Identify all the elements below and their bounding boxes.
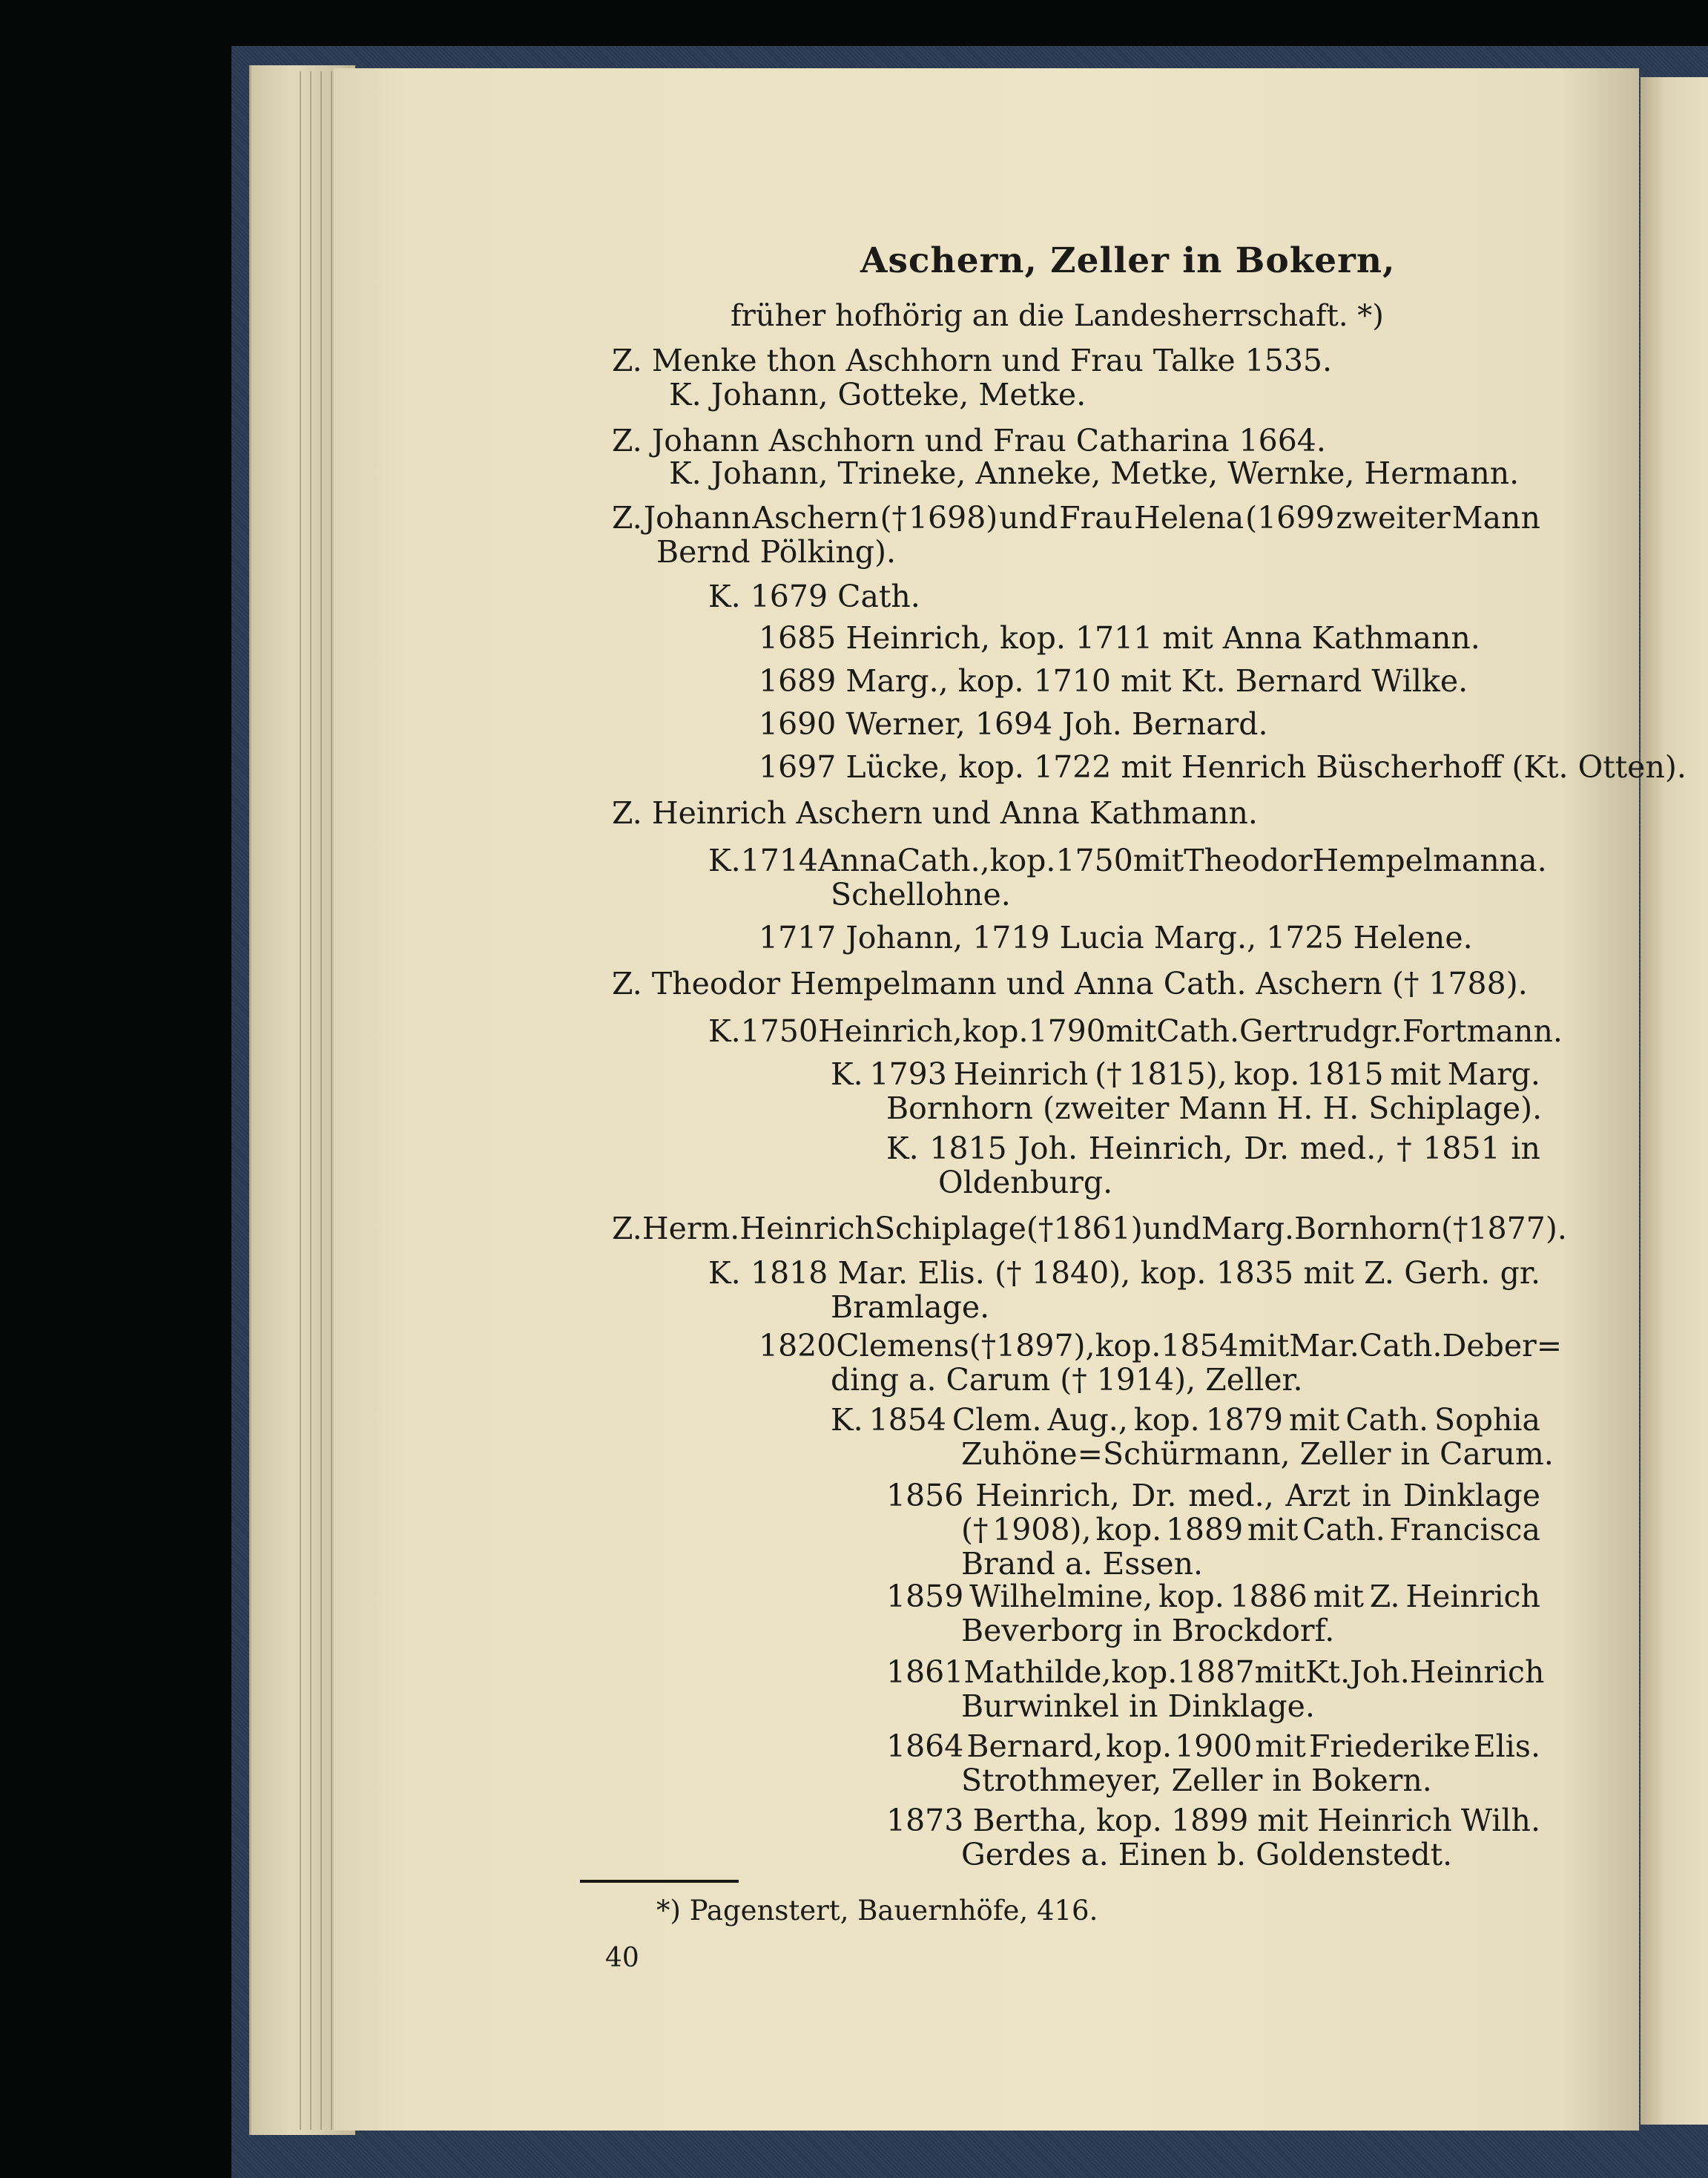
entry-word: mit (1105, 1013, 1157, 1049)
entry-line: Z. Heinrich Aschern und Anna Kathmann. (612, 795, 1258, 831)
entry-word: K. (708, 1255, 741, 1291)
entry-word: 1815), (1128, 1056, 1227, 1092)
entry-word: K. (831, 1402, 863, 1438)
entry-word: Mann (1451, 500, 1540, 536)
entry-word: (1699 (1245, 500, 1335, 536)
entry-line (612, 1211, 1567, 1246)
entry-word: mit (1288, 1402, 1340, 1438)
entry-word: Frau (1059, 500, 1133, 536)
entry-line (831, 1056, 1540, 1092)
entry-word: († (995, 1255, 1022, 1291)
entry-word: Cath. (1359, 1328, 1442, 1363)
entry-word: Dr. (1244, 1131, 1290, 1166)
entry-word: in (1362, 1478, 1391, 1513)
entry-word: 1859 (886, 1579, 964, 1614)
entry-line: 1690 Werner, 1694 Joh. Bernard. (759, 706, 1268, 742)
entry-word: Mar. (1289, 1328, 1359, 1363)
entry-word: 1854 (1161, 1328, 1239, 1363)
entry-word: 1698) (908, 500, 998, 536)
entry-word: Heinrich (1317, 1803, 1452, 1838)
entry-word: Aschern (752, 500, 879, 536)
entry-word: Johann (643, 500, 751, 536)
entry-word: († (1441, 1211, 1468, 1246)
entry-word: 1900 (1175, 1728, 1253, 1764)
entry-word: in (1511, 1131, 1540, 1166)
entry-word: 1886 (1230, 1579, 1308, 1614)
page-number: 40 (605, 1943, 639, 1973)
entry-word: K. (831, 1056, 863, 1092)
entry-word: K. (886, 1131, 919, 1166)
entry-word: Theodor (1184, 843, 1313, 878)
entry-word: 1790 (1028, 1013, 1106, 1049)
entry-word: kop. (1233, 1056, 1300, 1092)
entry-word: Bornhorn (1294, 1211, 1441, 1246)
entry-line: Oldenburg. (938, 1165, 1113, 1200)
entry-word: 1861 (886, 1654, 964, 1690)
entry-line (886, 1478, 1540, 1513)
entry-word: († (961, 1512, 989, 1547)
entry-word: kop. (1140, 1255, 1207, 1291)
entry-word: 1908), (992, 1512, 1092, 1547)
entry-line (708, 843, 1547, 878)
entry-word: Arzt (1285, 1478, 1351, 1513)
entry-word: mit (1257, 1803, 1308, 1838)
entry-word: Wilhelmine, (969, 1579, 1153, 1614)
entry-word: mit (1132, 843, 1184, 878)
entry-line: ding a. Carum († 1914), Zeller. (831, 1362, 1303, 1398)
entry-word: 1840), (1031, 1255, 1131, 1291)
entry-word: 1818 (750, 1255, 828, 1291)
page-edge-line (300, 71, 301, 2130)
entry-line: 1685 Heinrich, kop. 1711 mit Anna Kathmann. (759, 620, 1480, 656)
entry-word: Heinrich (1409, 1654, 1545, 1690)
entry-word: († (1095, 1056, 1122, 1092)
entry-word: kop. (1106, 1728, 1172, 1764)
entry-line (612, 500, 1540, 536)
entry-word: 1714 (740, 843, 819, 878)
entry-word: mit (1390, 1056, 1441, 1092)
entry-word: Heinrich (1405, 1579, 1540, 1614)
entry-word: mit (1238, 1328, 1290, 1363)
entry-line: Z. Theodor Hempelmann und Anna Cath. Aschern († 1788). (612, 966, 1528, 1001)
entry-word: Heinrich, (1088, 1131, 1233, 1166)
entry-line: Bernd Pölking). (656, 534, 897, 570)
page-title: Aschern, Zeller in Bokern, (860, 240, 1396, 281)
entry-word: kop. (1096, 1803, 1162, 1838)
entry-line: K. 1679 Cath. (708, 579, 920, 614)
entry-word: Z. (612, 1211, 642, 1246)
entry-line (886, 1654, 1545, 1690)
entry-line (886, 1579, 1540, 1614)
entry-word: Cath. (1156, 1013, 1240, 1049)
entry-word: kop. (1111, 1654, 1178, 1690)
entry-word: Dr. (1131, 1478, 1177, 1513)
entry-line (886, 1728, 1540, 1764)
entry-word: Schiplage (874, 1211, 1026, 1246)
entry-line: Beverborg in Brockdorf. (961, 1613, 1335, 1648)
entry-word: Z. (1369, 1579, 1400, 1614)
entry-word: kop. (1158, 1579, 1224, 1614)
entry-line (886, 1803, 1540, 1838)
entry-word: Marg. (1447, 1056, 1540, 1092)
entry-line: Burwinkel in Dinklage. (961, 1688, 1315, 1724)
entry-word: Z. (612, 500, 642, 536)
entry-word: 1861) (1053, 1211, 1143, 1246)
entry-line (708, 1013, 1563, 1049)
entry-word: Friederike (1308, 1728, 1471, 1764)
entry-word: Anna (818, 843, 897, 878)
entry-word: kop. (1095, 1512, 1162, 1547)
entry-word: Clemens (836, 1328, 969, 1363)
page-edge-line (320, 71, 322, 2130)
entry-word: Francisca (1389, 1512, 1540, 1547)
entry-word: Joh. (1350, 1654, 1410, 1690)
entry-line (961, 1512, 1540, 1547)
entry-line: Brand a. Essen. (961, 1546, 1204, 1582)
entry-line (759, 1328, 1563, 1363)
entry-word: 1889 (1165, 1512, 1244, 1547)
entry-word: kop. (1095, 1328, 1161, 1363)
entry-line: Z. Menke thon Aschhorn und Frau Talke 1535. (612, 343, 1333, 378)
page-edge-line (331, 71, 332, 2130)
entry-word: Bertha, (972, 1803, 1087, 1838)
entry-word: († (880, 500, 908, 536)
entry-line (831, 1402, 1540, 1438)
entry-word: Cath., (897, 843, 990, 878)
entry-line: K. Johann, Trineke, Anneke, Metke, Wernke, Hermann. (669, 455, 1520, 491)
entry-word: mit (1254, 1654, 1306, 1690)
entry-word: († (1026, 1211, 1054, 1246)
entry-word: kop. (962, 1013, 1029, 1049)
entry-word: 1899 (1170, 1803, 1249, 1838)
entry-word: Herm. (642, 1211, 740, 1246)
entry-word: 1750 (1055, 843, 1133, 878)
entry-word: 1815 (929, 1131, 1007, 1166)
entry-word: kop. (1133, 1402, 1200, 1438)
page-edge-line (310, 71, 311, 2130)
entry-word: mit (1247, 1512, 1299, 1547)
entry-word: 1835 (1216, 1255, 1294, 1291)
entry-word: Mar. (837, 1255, 909, 1291)
entry-word: 1793 (869, 1056, 947, 1092)
entry-word: Dinklage (1402, 1478, 1540, 1513)
entry-word: 1879 (1205, 1402, 1283, 1438)
entry-word: Heinrich, (975, 1478, 1120, 1513)
entry-line (708, 1255, 1540, 1291)
entry-word: 1864 (886, 1728, 964, 1764)
entry-word: und (999, 500, 1058, 536)
entry-line: Strothmeyer, Zeller in Bokern. (961, 1763, 1432, 1798)
entry-word: Wilh. (1460, 1803, 1540, 1838)
entry-line: Bornhorn (zweiter Mann H. H. Schiplage). (886, 1090, 1543, 1126)
entry-word: mit (1313, 1579, 1365, 1614)
entry-word: 1815 (1306, 1056, 1384, 1092)
entry-word: Gerh. (1404, 1255, 1491, 1291)
entry-word: Fortmann. (1402, 1013, 1563, 1049)
entry-word: Elis. (917, 1255, 985, 1291)
facing-page-edge (1641, 77, 1708, 2125)
entry-word: Heinrich (739, 1211, 874, 1246)
entry-word: 1856 (886, 1478, 964, 1513)
footnote-rule (580, 1880, 739, 1883)
entry-word: 1854 (868, 1402, 946, 1438)
entry-word: 1887 (1177, 1654, 1255, 1690)
entry-word: Hempelmann (1312, 843, 1520, 878)
entry-line: Z. Johann Aschhorn und Frau Catharina 1664. (612, 423, 1326, 458)
entry-line: 1717 Johann, 1719 Lucia Marg., 1725 Helene. (759, 920, 1473, 955)
entry-line: 1689 Marg., kop. 1710 mit Kt. Bernard Wilke. (759, 663, 1468, 699)
entry-word: Sophia (1434, 1402, 1540, 1438)
entry-word: Z. (1364, 1255, 1394, 1291)
entry-word: Elis. (1473, 1728, 1540, 1764)
entry-word: Heinrich, (818, 1013, 963, 1049)
entry-word: Gertrud (1239, 1013, 1362, 1049)
entry-word: Aug., (1047, 1402, 1128, 1438)
entry-word: med., (1299, 1131, 1386, 1166)
entry-word: Clem. (952, 1402, 1042, 1438)
entry-word: gr. (1500, 1255, 1540, 1291)
entry-word: med., (1188, 1478, 1274, 1513)
entry-word: Cath. (1345, 1402, 1429, 1438)
entry-word: Marg. (1201, 1211, 1295, 1246)
entry-line: 1697 Lücke, kop. 1722 mit Henrich Büscherhoff (Kt. Otten). (759, 749, 1686, 785)
entry-word: Bernard, (966, 1728, 1104, 1764)
entry-word: Heinrich (953, 1056, 1089, 1092)
entry-word: Joh. (1018, 1131, 1078, 1166)
entry-line (886, 1131, 1540, 1166)
entry-line: Zuhöne=Schürmann, Zeller in Carum. (961, 1436, 1554, 1472)
entry-word: Helena (1133, 500, 1244, 536)
entry-word: a. (1519, 843, 1547, 878)
page-subtitle: früher hofhörig an die Landesherrschaft. *) (731, 299, 1384, 333)
entry-word: und (1142, 1211, 1201, 1246)
entry-word: Cath. (1302, 1512, 1385, 1547)
entry-word: zweiter (1336, 500, 1451, 536)
entry-word: kop. (989, 843, 1056, 878)
entry-word: 1750 (740, 1013, 819, 1049)
entry-word: Kt. (1305, 1654, 1351, 1690)
footnote: *) Pagenstert, Bauernhöfe, 416. (656, 1895, 1098, 1927)
entry-word: 1897), (996, 1328, 1095, 1363)
entry-word: K. (708, 843, 741, 878)
entry-word: Mathilde, (963, 1654, 1112, 1690)
entry-word: gr. (1362, 1013, 1402, 1049)
entry-line: K. Johann, Gotteke, Metke. (669, 377, 1087, 412)
entry-word: K. (708, 1013, 741, 1049)
entry-word: mit (1255, 1728, 1306, 1764)
entry-word: mit (1303, 1255, 1354, 1291)
entry-word: († (969, 1328, 997, 1363)
entry-word: 1851 (1422, 1131, 1500, 1166)
entry-word: 1877). (1468, 1211, 1567, 1246)
entry-line: Schellohne. (831, 877, 1011, 912)
entry-word: Deber= (1442, 1328, 1563, 1363)
entry-word: 1873 (886, 1803, 964, 1838)
entry-word: 1820 (759, 1328, 837, 1363)
entry-line: Bramlage. (831, 1289, 990, 1325)
entry-word: † (1397, 1131, 1412, 1166)
entry-line: Gerdes a. Einen b. Goldenstedt. (961, 1837, 1453, 1872)
